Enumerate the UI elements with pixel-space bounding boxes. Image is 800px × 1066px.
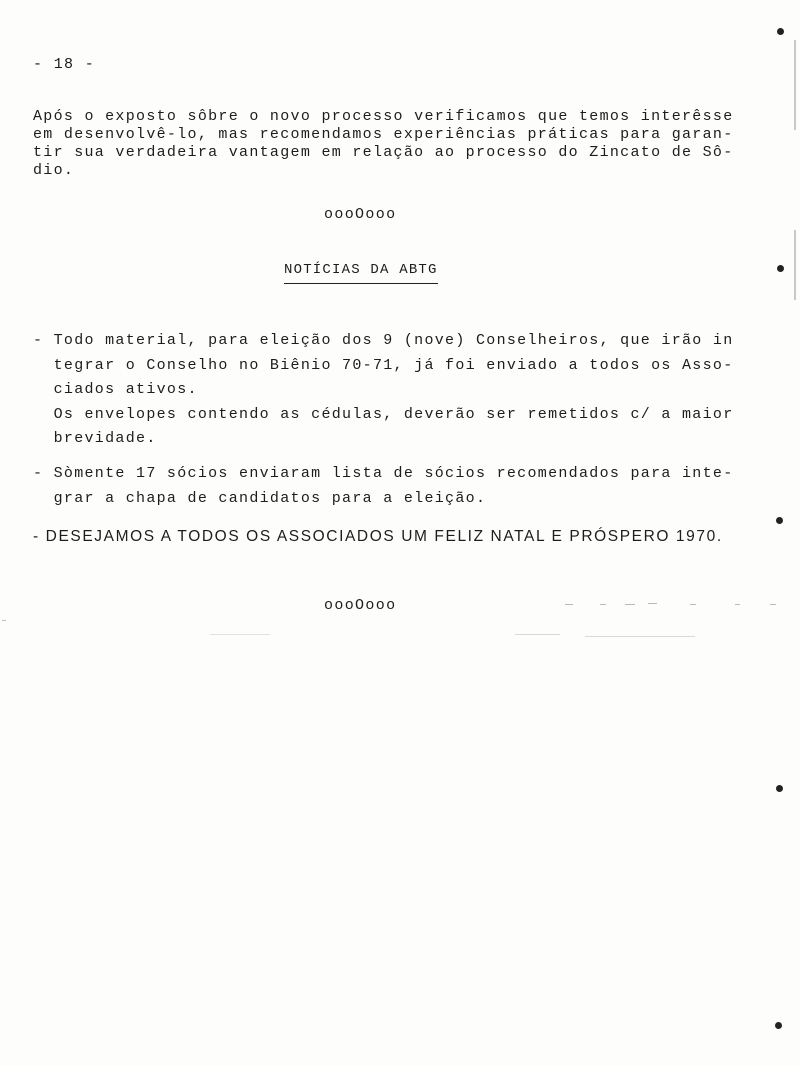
punch-hole-mark <box>776 785 783 792</box>
punch-hole-mark <box>777 265 784 272</box>
intro-line: dio. <box>33 162 75 179</box>
scan-speck <box>770 604 776 605</box>
scan-speck <box>690 604 696 605</box>
scan-speck <box>515 634 560 635</box>
intro-paragraph <box>33 108 734 180</box>
news-line: brevidade. <box>33 430 157 447</box>
news-line: grar a chapa de candidatos para a eleição. <box>33 489 487 507</box>
greeting-line: - DESEJAMOS A TODOS OS ASSOCIADOS UM FELIZ NATAL E PRÓSPERO 1970. <box>33 528 723 545</box>
scan-speck <box>2 620 6 621</box>
section-heading: NOTÍCIAS DA ABTG <box>284 262 438 284</box>
news-item-2 <box>33 462 734 511</box>
punch-hole-mark <box>777 28 784 35</box>
news-item-1 <box>33 329 734 452</box>
separator-top: oooOooo <box>324 206 397 223</box>
intro-line: Após o exposto sôbre o novo processo verificamos que temos interêsse <box>33 108 734 125</box>
scan-speck <box>565 604 573 605</box>
news-line: Os envelopes contendo as cédulas, deverão ser remetidos c/ a maior <box>33 405 734 423</box>
scan-edge-artifact <box>794 40 796 130</box>
punch-hole-mark <box>775 1022 782 1029</box>
news-line: tegrar o Conselho no Biênio 70-71, já foi enviado a todos os Asso- <box>33 356 734 374</box>
intro-line: em desenvolvê-lo, mas recomendamos experiências práticas para garan- <box>33 126 734 143</box>
news-line: - Sòmente 17 sócios enviaram lista de sócios recomendados para inte- <box>33 465 734 482</box>
scan-speck <box>210 634 270 635</box>
news-line: ciados ativos. <box>33 381 198 398</box>
separator-bottom: oooOooo <box>324 597 397 614</box>
scan-speck <box>735 604 740 605</box>
intro-line: tir sua verdadeira vantagem em relação ao processo do Zincato de Sô- <box>33 144 734 161</box>
page-number: - 18 - <box>33 56 96 73</box>
scan-speck <box>625 604 635 605</box>
news-line: - Todo material, para eleição dos 9 (nove) Conselheiros, que irão in <box>33 332 734 349</box>
scan-speck <box>600 604 606 605</box>
scan-speck <box>585 636 695 637</box>
scan-speck <box>648 603 657 604</box>
scan-edge-artifact <box>794 230 796 300</box>
punch-hole-mark <box>776 517 783 524</box>
